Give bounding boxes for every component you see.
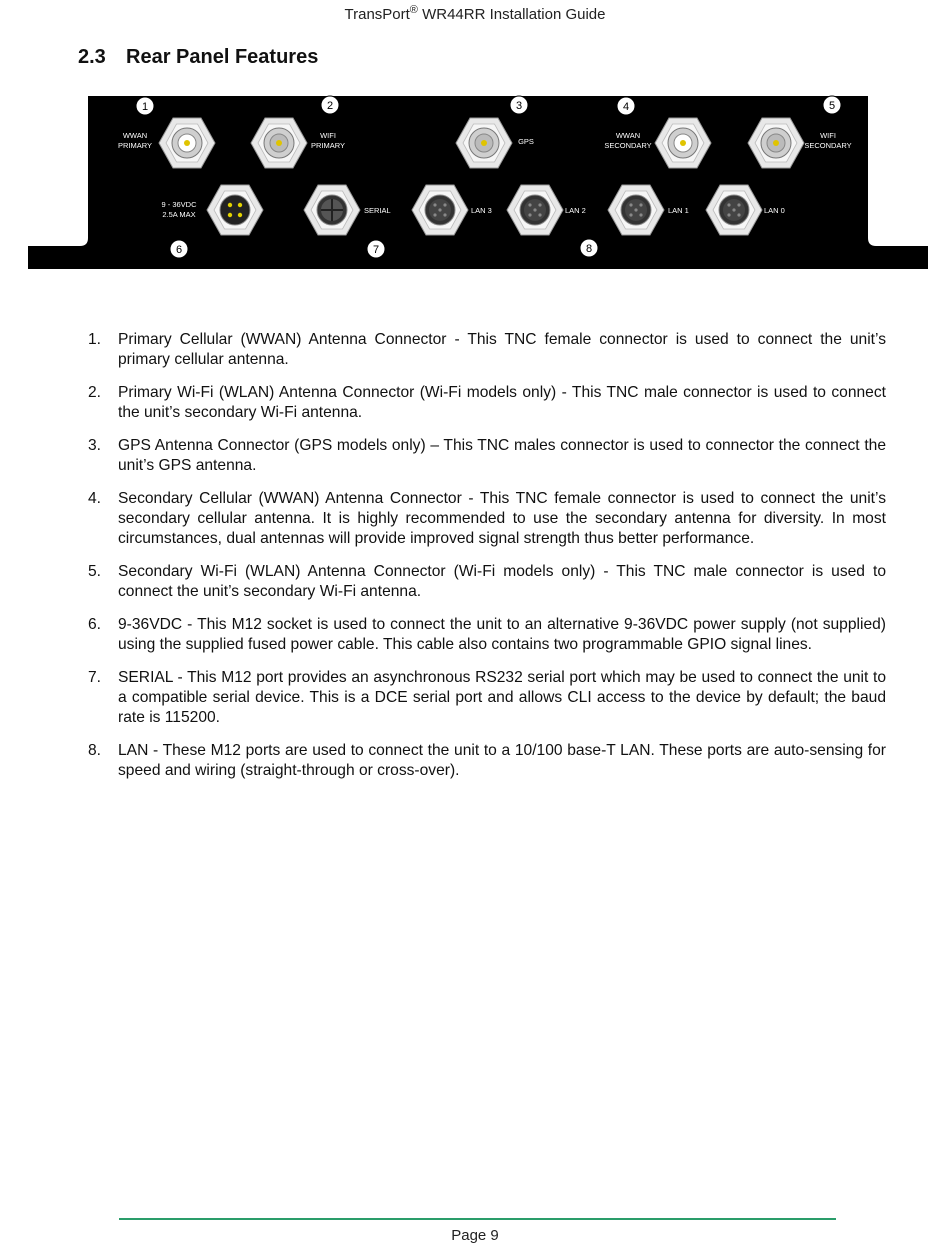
svg-text:8: 8 <box>585 243 593 255</box>
page-number: Page 9 <box>451 1227 499 1244</box>
label-wwan-primary-2: PRIMARY <box>117 141 153 150</box>
callout-4 <box>617 97 635 115</box>
label-wifi-primary-2: PRIMARY <box>310 141 346 150</box>
section-title: Rear Panel Features <box>126 46 319 68</box>
callout-8 <box>580 239 598 257</box>
label-serial: SERIAL <box>364 206 391 215</box>
registered-mark: ® <box>409 4 418 16</box>
item-number: 1. <box>88 331 102 348</box>
label-power-1: 9 - 36VDC <box>161 200 197 209</box>
list-item <box>88 562 886 602</box>
footer-divider <box>119 1218 836 1220</box>
item-number: 3. <box>88 437 102 454</box>
label-wwan-primary-1: WWAN <box>122 131 148 140</box>
rear-panel-diagram <box>28 92 928 272</box>
list-item <box>88 383 886 423</box>
page-header <box>0 4 950 23</box>
item-text: Secondary Wi-Fi (WLAN) Antenna Connector (Wi-Fi models only) - This TNC male connector is used to connect the unit’s secondary Wi-Fi antenna. <box>118 563 886 600</box>
item-text: Primary Cellular (WWAN) Antenna Connector - This TNC female connector is used to connect the unit’s primary cellular antenna. <box>118 331 886 368</box>
svg-text:7: 7 <box>372 244 380 256</box>
svg-text:2: 2 <box>326 100 334 112</box>
svg-text:1: 1 <box>141 101 149 113</box>
svg-text:4: 4 <box>622 101 630 113</box>
item-number: 5. <box>88 563 102 580</box>
list-item <box>88 615 886 655</box>
item-number: 4. <box>88 490 102 507</box>
list-item <box>88 741 886 781</box>
item-text: GPS Antenna Connector (GPS models only) – This TNC males connector is used to connector the connect the unit’s GPS antenna. <box>118 437 886 474</box>
item-number: 6. <box>88 616 102 633</box>
label-lan1: LAN 1 <box>668 206 689 215</box>
label-wifi-primary-1: WIFI <box>320 131 336 140</box>
item-text: SERIAL - This M12 port provides an asynchronous RS232 serial port which may be used to connect the unit to a compatible serial device. This is a DCE serial port and allows CLI access to the device by default; the baud rate is 115200. <box>118 669 886 726</box>
label-gps: GPS <box>518 137 534 146</box>
callout-5 <box>823 96 841 114</box>
callout-2 <box>321 96 339 114</box>
item-text: LAN - These M12 ports are used to connect the unit to a 10/100 base-T LAN. These ports are auto-sensing for speed and wiring (straight-through or cross-over). <box>118 742 886 779</box>
item-number: 2. <box>88 384 102 401</box>
svg-text:5: 5 <box>828 100 836 112</box>
list-item <box>88 668 886 728</box>
list-item <box>88 436 886 476</box>
label-lan2: LAN 2 <box>565 206 586 215</box>
section-heading <box>78 46 318 69</box>
svg-text:3: 3 <box>515 100 523 112</box>
label-wwan-secondary-1: WWAN <box>615 131 641 140</box>
callout-1 <box>136 97 154 115</box>
item-text: Primary Wi-Fi (WLAN) Antenna Connector (Wi-Fi models only) - This TNC male connector is used to connect the unit’s secondary Wi-Fi antenna. <box>118 384 886 421</box>
label-wwan-secondary-2: SECONDARY <box>604 141 652 150</box>
header-title-pre: TransPort <box>344 6 410 23</box>
callout-7 <box>367 240 385 258</box>
svg-text:6: 6 <box>175 244 183 256</box>
item-text: Secondary Cellular (WWAN) Antenna Connector - This TNC female connector is used to connect the unit’s secondary cellular antenna. It is highly recommended to use the secondary antenna for diversity. In most circumstances, dual antennas will provide improved signal strength thus better performance. <box>118 490 886 547</box>
label-wifi-secondary-2: SECONDARY <box>804 141 852 150</box>
label-lan0: LAN 0 <box>764 206 785 215</box>
header-title-post: WR44RR Installation Guide <box>417 6 606 23</box>
section-number: 2.3 <box>78 46 106 68</box>
label-wifi-secondary-1: WIFI <box>820 131 836 140</box>
label-lan3: LAN 3 <box>471 206 492 215</box>
list-item <box>88 489 886 549</box>
list-item <box>88 330 886 370</box>
item-number: 8. <box>88 742 102 759</box>
item-text: 9-36VDC - This M12 socket is used to connect the unit to an alternative 9-36VDC power supply (not supplied) using the supplied fused power cable. This cable also contains two programmable GPIO signal lines. <box>118 616 886 653</box>
callout-3 <box>510 96 528 114</box>
item-number: 7. <box>88 669 102 686</box>
feature-list <box>88 330 886 794</box>
label-power-2: 2.5A MAX <box>162 210 196 219</box>
callout-6 <box>170 240 188 258</box>
